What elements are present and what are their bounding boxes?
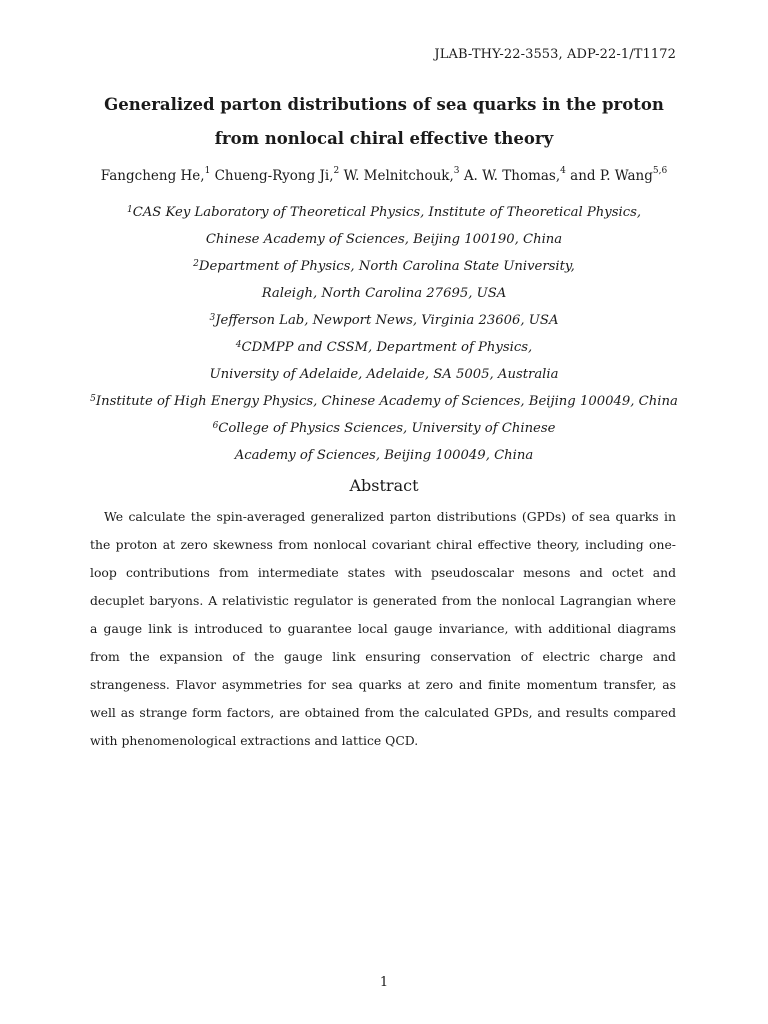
author-list [0, 168, 768, 184]
author-4: A. W. Thomas,$^4$ [463, 166, 566, 184]
affiliation-line: Chinese Academy of Sciences, Beijing 100190, China [205, 232, 563, 247]
author-2: Chueng-Ryong Ji,$^2$ [214, 166, 340, 184]
affiliation-line: $^3$Jefferson Lab, Newport News, Virginia 23606, USA [209, 313, 559, 328]
abstract-heading: Abstract [349, 476, 419, 495]
report-number: JLAB-THY-22-3553, ADP-22-1/T1172 [434, 47, 676, 62]
affiliation-line: $^1$CAS Key Laboratory of Theoretical Physics, Institute of Theoretical Physics, [126, 205, 642, 220]
author-3: W. Melnitchouk,$^3$ [343, 166, 460, 184]
abstract-body: We calculate the spin-averaged generalized parton distributions (GPDs) of sea quarks in the proton at zero skewness from nonlocal covariant chiral effective theory, including one-loop contributions from intermediate states with pseudoscalar mesons and octet and decuplet baryons. A relativistic regulator is generated from the nonlocal Lagrangian where a gauge link is introduced to guarantee local gauge invariance, with additional diagrams from the expansion of the gauge link ensuring conservation of electric charge and strangeness. Flavor asymmetries for sea quarks at zero and finite momentum transfer, as well as strange form factors, are obtained from the calculated GPDs, and results compared with phenomenological extractions and lattice QCD. [90, 509, 676, 748]
affiliation-line: $^4$CDMPP and CSSM, Department of Physics, [235, 340, 533, 355]
affiliation-line: $^5$Institute of High Energy Physics, Chinese Academy of Sciences, Beijing 100049, China [90, 394, 678, 409]
title-line-2: from nonlocal chiral effective theory [214, 129, 554, 148]
page-number: 1 [379, 975, 389, 990]
affiliation-line: $^6$College of Physics Sciences, University of Chinese [212, 421, 556, 436]
affiliation-line: Academy of Sciences, Beijing 100049, China [234, 448, 534, 463]
affiliation-line: University of Adelaide, Adelaide, SA 5005, Australia [209, 367, 559, 382]
paper-title [0, 88, 768, 156]
affiliation-line: $^2$Department of Physics, North Carolina State University, [193, 259, 575, 274]
title-line-1: Generalized parton distributions of sea quarks in the proton [104, 95, 664, 114]
author-1: Fangcheng He,$^1$ [100, 166, 211, 184]
author-5: and P. Wang$^{5,6}$ [570, 166, 668, 184]
affiliation-line: Raleigh, North Carolina 27695, USA [261, 286, 507, 301]
affiliation-list [0, 199, 768, 469]
